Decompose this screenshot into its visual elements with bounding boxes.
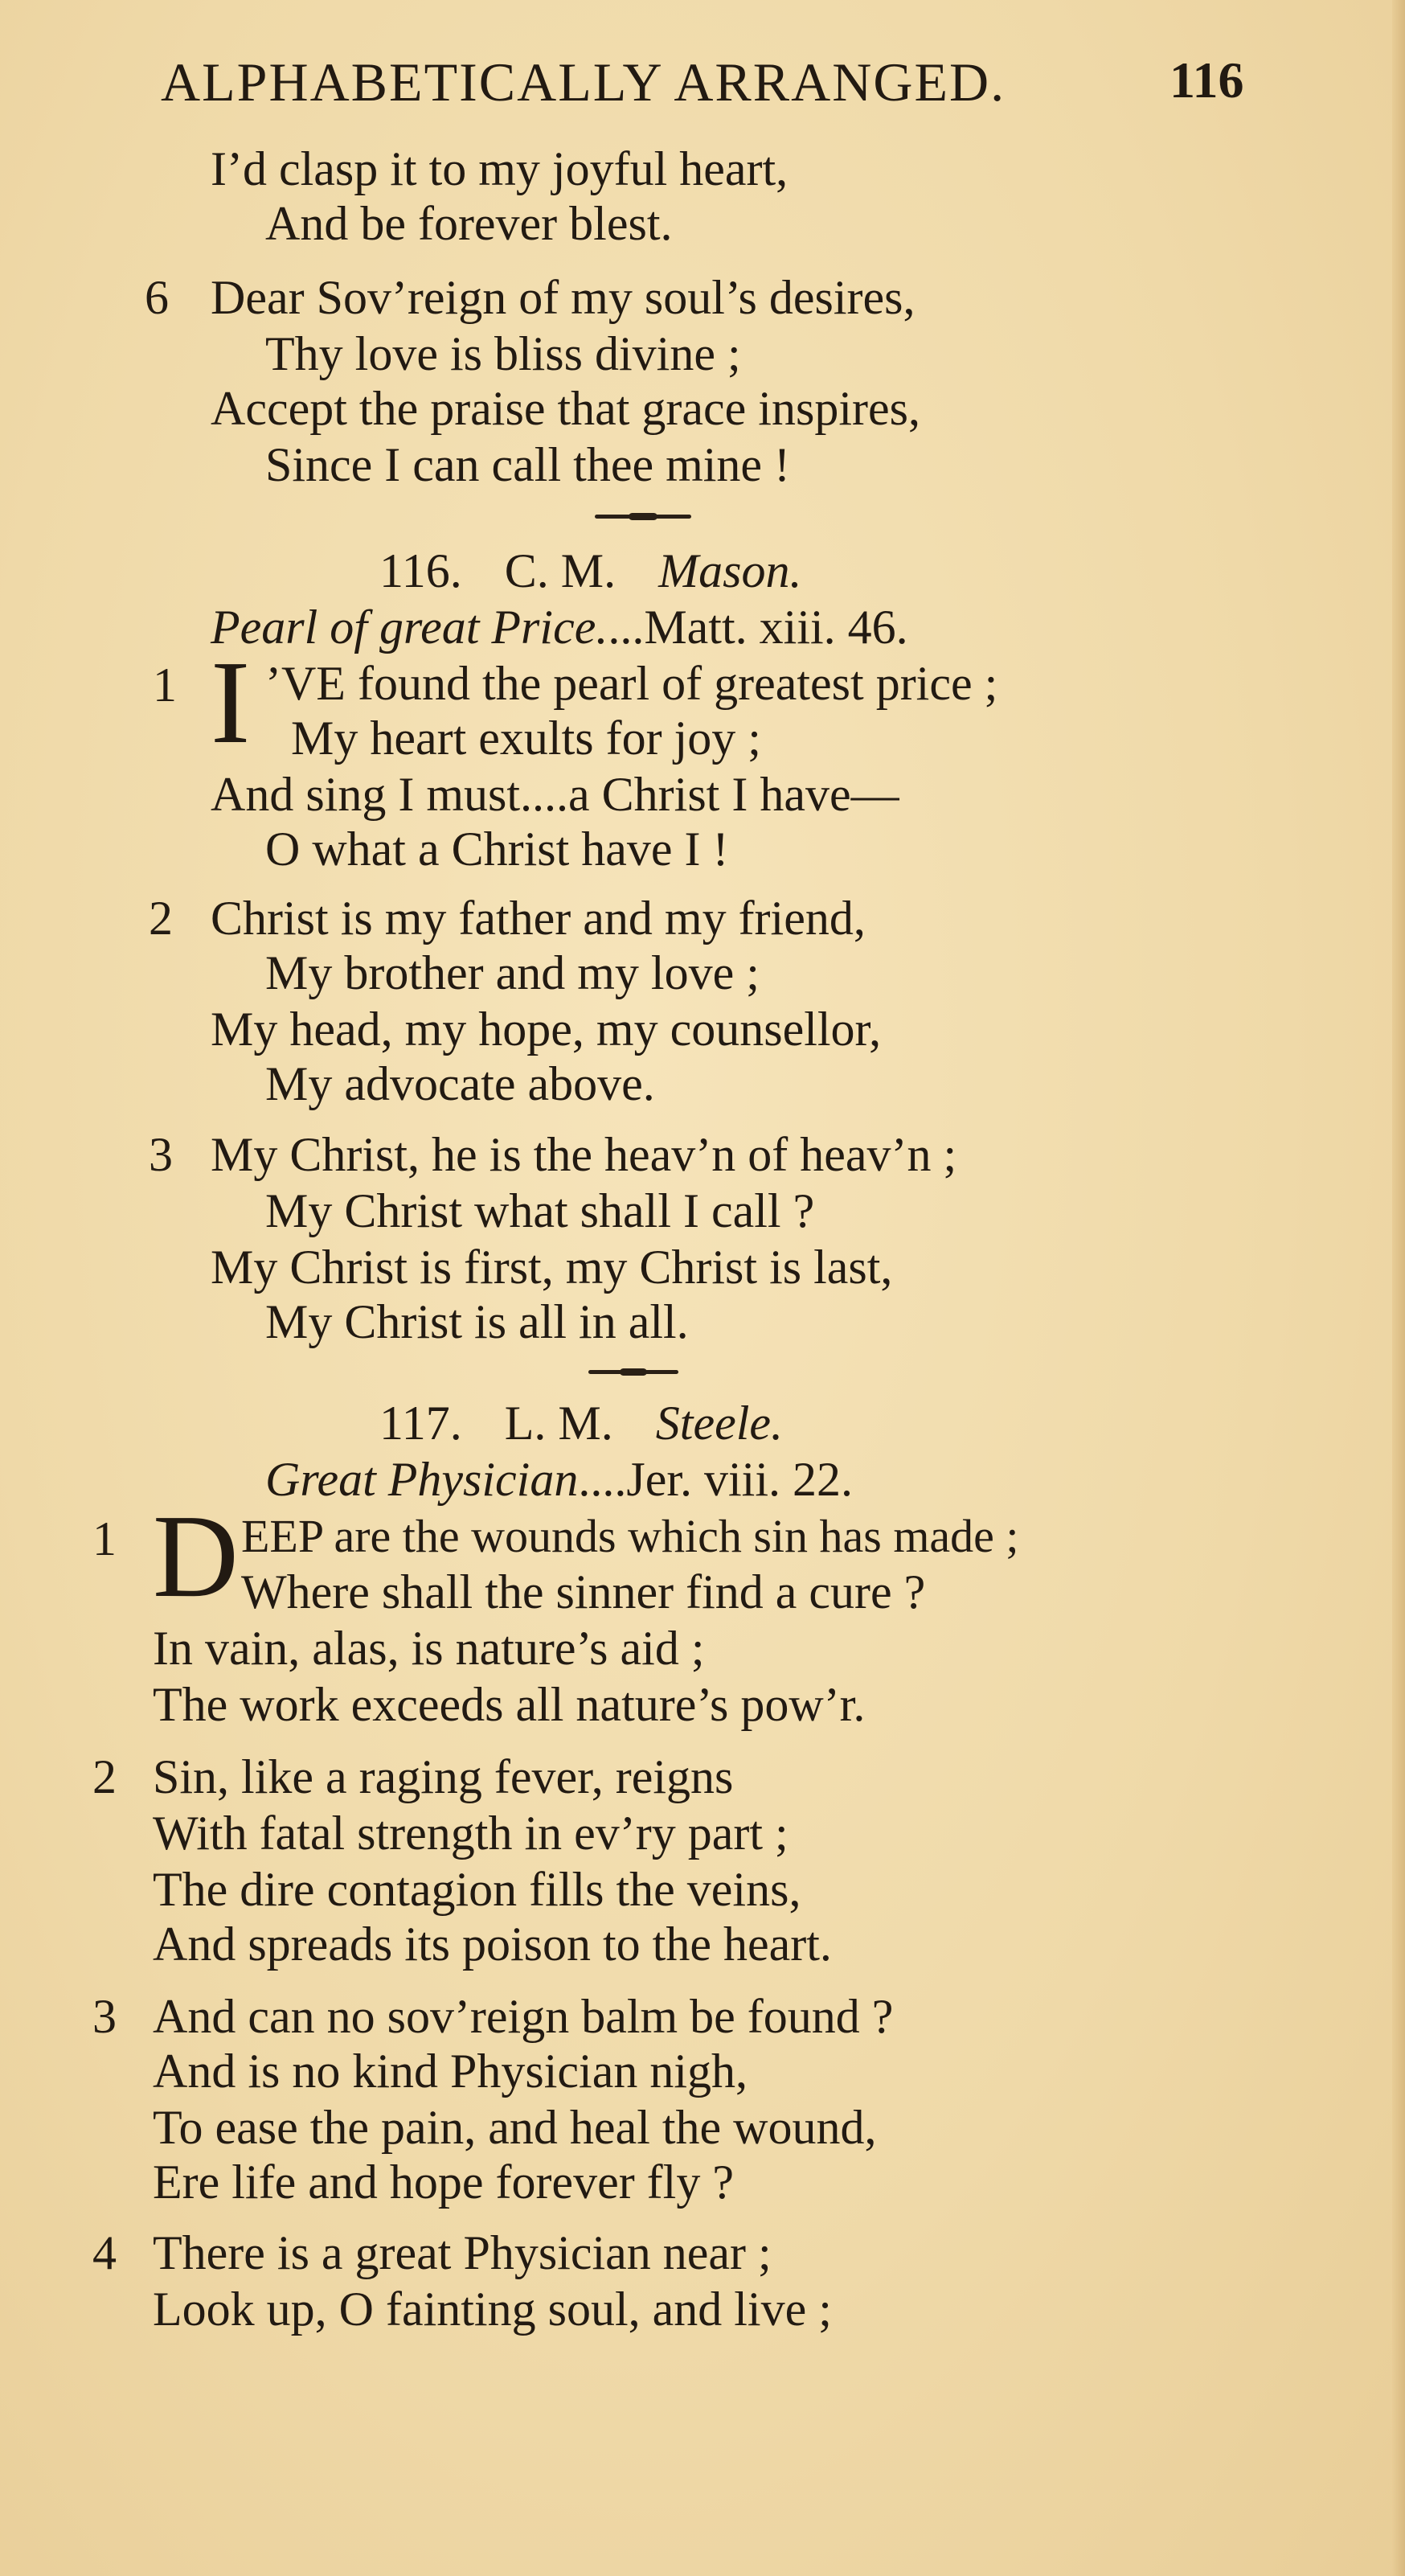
section-divider [595,515,691,519]
verse-number: 1 [153,658,177,712]
page-number: 116 [1169,51,1244,109]
continuation-line: And be forever blest. [265,197,673,250]
hymn-reference: ....Jer. viii. 22. [578,1453,854,1506]
verse-number: 2 [92,1750,117,1803]
hymn-author: Mason. [658,544,802,597]
verse-line: And sing I must....a Christ I have— [211,768,899,821]
verse-line: My Christ, he is the heav’n of heav’n ; [211,1128,957,1181]
verse-line: My Christ is all in all. [265,1295,689,1348]
verse-number: 6 [145,271,169,324]
verse-number: 4 [92,2226,117,2279]
verse-line: The work exceeds all nature’s pow’r. [153,1678,866,1731]
verse-line: And spreads its poison to the heart. [153,1918,832,1971]
verse-line: To ease the pain, and heal the wound, [153,2101,877,2154]
hymn-reference: ...Matt. xiii. 46. [608,601,908,654]
verse-line: EEP are the wounds which sin has made ; [241,1510,1019,1562]
verse-number: 1 [92,1512,117,1565]
verse-line: And can no sov’reign balm be found ? [153,1990,894,2043]
hymn-author: Steele. [655,1397,784,1450]
verse-line: Accept the praise that grace inspires, [211,382,920,435]
continuation-line: I’d clasp it to my joyful heart, [211,142,789,195]
hymn-subject [211,601,908,654]
verse-line: In vain, alas, is nature’s aid ; [153,1622,705,1675]
verse-line: Thy love is bliss divine ; [265,327,741,380]
verse-line: There is a great Physician near ; [153,2226,772,2279]
hymn-subject-title: Great Physician [265,1453,579,1506]
running-header-title: ALPHABETICALLY ARRANGED. [161,51,1006,113]
verse-line: My heart exults for joy ; [291,712,761,765]
verse-line: My Christ is first, my Christ is last, [211,1241,893,1294]
hymn-heading [379,544,802,597]
verse-number: 2 [149,892,173,945]
page-edge [1392,0,1405,2576]
verse-number: 3 [149,1128,173,1181]
verse-line: Ere life and hope forever fly ? [153,2156,734,2209]
drop-cap: D [153,1491,239,1622]
verse-line: The dire contagion fills the veins, [153,1863,801,1916]
verse-line: With fatal strength in ev’ry part ; [153,1807,789,1860]
verse-line: My brother and my love ; [265,946,760,999]
verse-line: And is no kind Physician nigh, [153,2045,748,2098]
hymn-heading [379,1397,784,1450]
verse-line: Christ is my father and my friend, [211,892,866,945]
verse-line: My advocate above. [265,1057,655,1110]
hymn-meter: L. M. [504,1397,613,1450]
hymn-meter: C. M. [504,544,616,597]
section-divider [588,1370,678,1374]
hymn-number: 116. [379,544,462,597]
drop-cap: I [211,637,251,769]
verse-line: Where shall the sinner find a cure ? [241,1565,926,1618]
verse-line: O what a Christ have I ! [265,822,729,876]
hymn-number: 117. [379,1397,462,1450]
verse-line: My Christ what shall I call ? [265,1184,815,1237]
hymn-subject-title: Pearl of great Price. [211,601,608,654]
hymn-subject [265,1453,854,1506]
verse-line: Sin, like a raging fever, reigns [153,1750,734,1803]
verse-line: Look up, O fainting soul, and live ; [153,2283,832,2336]
verse-line: ’VE found the pearl of greatest price ; [265,657,998,710]
verse-line: Dear Sov’reign of my soul’s desires, [211,271,916,324]
verse-line: Since I can call thee mine ! [265,438,791,491]
verse-line: My head, my hope, my counsellor, [211,1003,882,1056]
verse-number: 3 [92,1990,117,2043]
